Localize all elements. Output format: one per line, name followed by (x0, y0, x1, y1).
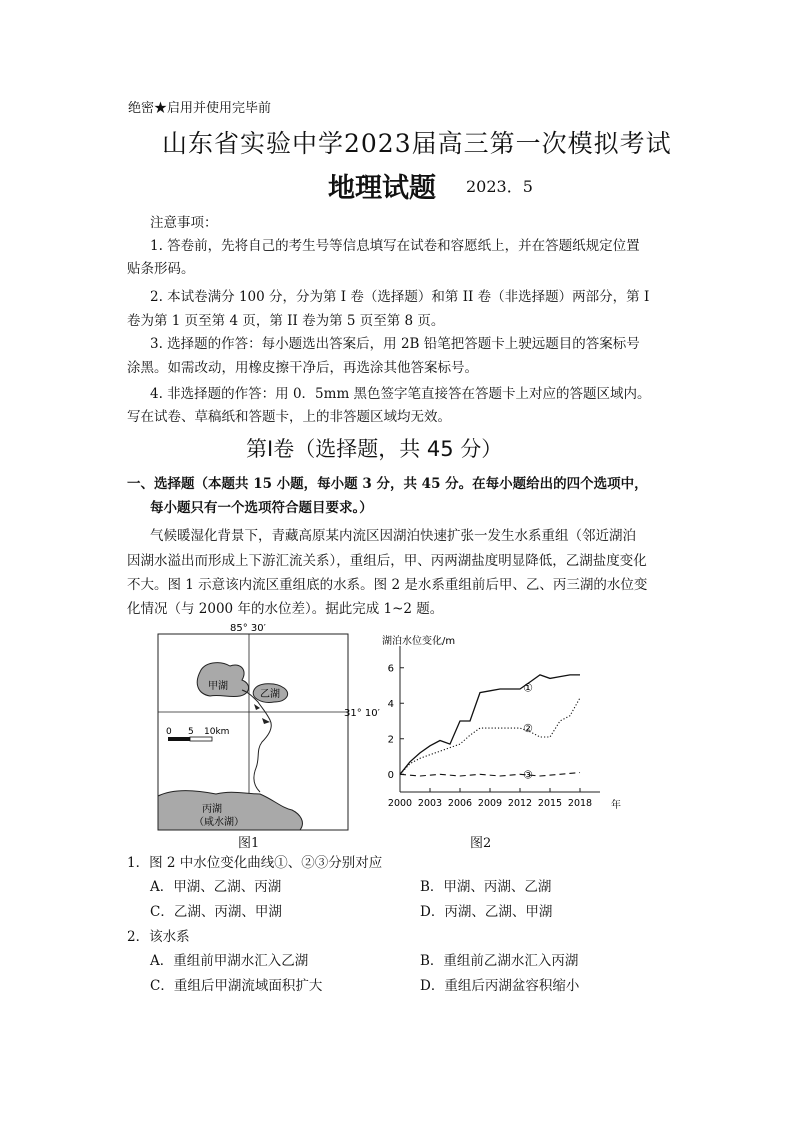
chart-series-line-3 (400, 773, 580, 777)
chart-y-tick-label: 6 (387, 663, 394, 675)
question-1-stem: 1．图 2 中水位变化曲线①、②③分别对应 (127, 855, 383, 871)
scale-bar-empty (190, 737, 212, 741)
notice-item-2-line2: 卷为第 1 页至第 4 页，第 II 卷为第 5 页至第 8 页。 (127, 313, 445, 329)
chart-x-tick-label: 2015 (537, 798, 563, 809)
notice-item-3-line2: 涂黑。如需改动，用橡皮擦干净后，再选涂其他答案标号。 (127, 360, 478, 376)
figure-2-chart (370, 630, 620, 820)
scale-10: 10km (204, 727, 230, 737)
figure-1-caption: 图1 (238, 836, 260, 851)
secret-label: 绝密★启用并使用完毕前 (128, 101, 272, 116)
question-1-option-a[interactable]: A．甲湖、乙湖、丙湖 (150, 879, 282, 895)
chart-x-tick-label: 2009 (477, 798, 503, 809)
exam-date: 2023．5 (466, 177, 533, 196)
question-2-option-a[interactable]: A．重组前甲湖水汇入乙湖 (150, 953, 309, 969)
figure-1-map (150, 618, 380, 840)
chart-x-tick-label: 2006 (447, 798, 473, 809)
question-1-option-b[interactable]: B．甲湖、丙湖、乙湖 (420, 879, 552, 895)
notice-item-3-line1: 3. 选择题的作答：每小题选出答案后，用 2B 铅笔把答题卡上驶远题目的答案标号 (150, 336, 640, 352)
question-1-option-d[interactable]: D．丙湖、乙湖、甲湖 (420, 904, 553, 920)
flow-arrow-icon (254, 704, 260, 710)
question-2-option-d[interactable]: D．重组后丙湖盆容积缩小 (420, 978, 580, 994)
lake-yi-label: 乙湖 (260, 689, 280, 700)
section-heading-line1: 一、选择题（本题共 15 小题，每小题 3 分，共 45 分。在每小题给出的四个选项中， (127, 476, 648, 492)
chart-ylabel: 湖泊水位变化/m (382, 636, 456, 647)
chart-x-tick-label: 2003 (417, 798, 443, 809)
passage-line-3: 不大。图 1 示意该内流区重组底的水系。图 2 是水系重组前后甲、乙、丙三湖的水位变 (127, 577, 648, 593)
scale-0: 0 (166, 727, 172, 737)
chart-x-tick-label: 2018 (567, 798, 593, 809)
figure-2-caption: 图2 (470, 836, 492, 851)
question-2-stem: 2．该水系 (127, 929, 190, 945)
chart-y-tick-label: 0 (387, 769, 394, 781)
lake-jia-label: 甲湖 (208, 681, 228, 692)
chart-series-line-1 (400, 675, 580, 774)
chart-x-tick-label: 2000 (387, 798, 413, 809)
flow-arrow-icon (262, 718, 270, 724)
notice-item-1-line2: 贴条形码。 (127, 261, 195, 277)
section-heading-line2: 每小题只有一个选项符合题目要求。） (150, 500, 373, 516)
subject-title: 地理试题 (328, 173, 436, 204)
notice-item-4-line2: 写在试卷、草稿纸和答题卡，上的非答题区域均无效。 (127, 409, 451, 425)
scale-5: 5 (188, 727, 194, 737)
chart-series-label-3: ③ (523, 768, 533, 782)
chart-series-label-1: ① (523, 681, 533, 695)
chart-y-tick-label: 4 (387, 698, 394, 710)
longitude-label: 85° 30′ (230, 623, 266, 634)
notice-item-1-line1: 1. 答卷前，先将自己的考生号等信息填写在试卷和容愿纸上，并在答题纸规定位置 (150, 238, 640, 254)
chart-series-label-2: ② (523, 722, 533, 736)
chart-series-line-2 (400, 698, 580, 774)
scale-bar-filled (168, 737, 190, 741)
passage-line-1: 气候暖湿化背景下，青藏高原某内流区因湖泊快速扩张一发生水系重组（邻近湖泊 (150, 528, 636, 544)
passage-line-2: 因湖水溢出而形成上下游汇流关系），重组后，甲、丙两湖盐度明显降低，乙湖盐度变化 (127, 553, 647, 569)
lake-bing-subtitle: （咸水湖） (194, 817, 244, 828)
chart-y-tick-label: 2 (387, 734, 394, 746)
part-title: 第Ⅰ卷（选择题，共 45 分） (246, 437, 503, 461)
question-2-option-b[interactable]: B．重组前乙湖水汇入丙湖 (420, 953, 579, 969)
lake-bing-label: 丙湖 (202, 804, 222, 815)
notice-item-4-line1: 4. 非选择题的作答：用 0．5mm 黑色签字笔直接答在答题卡上对应的答题区域内。 (150, 386, 651, 402)
question-2-option-c[interactable]: C．重组后甲湖流域面积扩大 (150, 978, 323, 994)
river (242, 690, 271, 792)
notice-heading: 注意事项： (150, 215, 218, 231)
exam-title: 山东省实验中学2023届高三第一次模拟考试 (162, 129, 672, 158)
question-1-option-c[interactable]: C．乙湖、丙湖、甲湖 (150, 904, 282, 920)
latitude-label: 31° 10′ (344, 708, 380, 719)
notice-item-2-line1: 2. 本试卷满分 100 分，分为第 I 卷（选择题）和第 II 卷（非选择题）两部分，第 I (150, 289, 650, 305)
chart-x-tick-label: 2012 (507, 798, 533, 809)
passage-line-4: 化情况（与 2000 年的水位差）。据此完成 1~2 题。 (127, 601, 444, 617)
chart-xlabel: 年 (611, 800, 621, 811)
